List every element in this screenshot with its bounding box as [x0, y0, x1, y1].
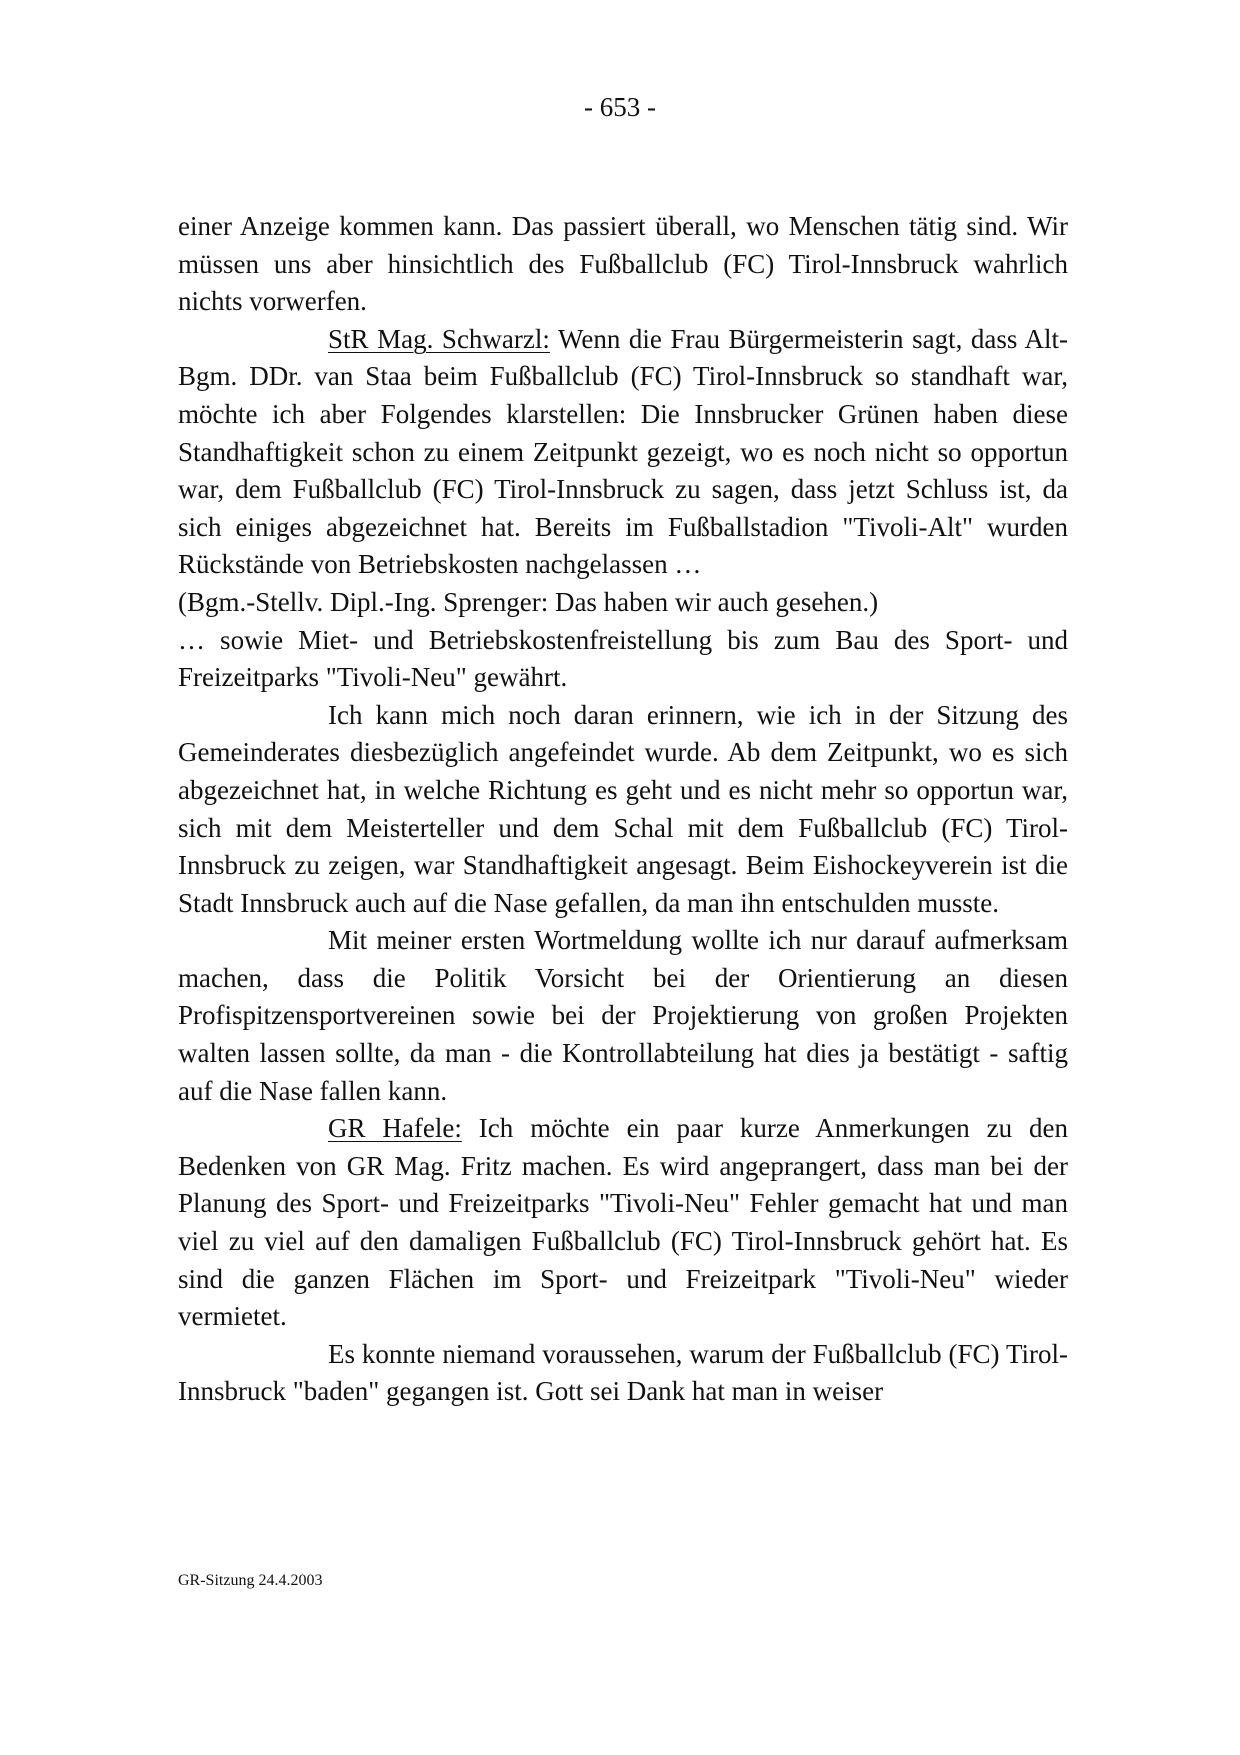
- paragraph-7: [178, 1110, 1068, 1336]
- paragraph-3-interjection: [178, 584, 1068, 622]
- paragraph-text: Ich möchte ein paar kurze Anmerkungen zu den Bedenken von GR Mag. Fritz machen. Es wird angeprangert, dass man bei der Planung des Sport- und Freizeitparks "Tivoli-Neu" Fehler gemacht hat und man viel zu viel auf den damaligen Fußballclub (FC) Tirol-Innsbruck gehört hat. Es sind die ganzen Flächen im Sport- und Freizeitpark "Tivoli-Neu" wieder vermietet.: [178, 1113, 1068, 1332]
- page-number: - 653 -: [584, 92, 656, 122]
- paragraph-text: Ich kann mich noch daran erinnern, wie ich in der Sitzung des Gemeinderates diesbezüglich angefeindet wurde. Ab dem Zeitpunkt, wo es sich abgezeichnet hat, in welche Richtung es geht und es nicht mehr so opportun war, sich mit dem Meisterteller und dem Schal mit dem Fußballclub (FC) Tirol-Innsbruck zu zeigen, war Standhaftigkeit angesagt. Beim Eishockeyverein ist die Stadt Innsbruck auch auf die Nase gefallen, da man ihn entschulden musste.: [178, 699, 1068, 918]
- paragraph-8: [178, 1336, 1068, 1411]
- paragraph-text: Wenn die Frau Bürgermeisterin sagt, dass Alt-Bgm. DDr. van Staa beim Fußballclub (FC) Tirol-Innsbruck so standhaft war, möchte ich aber Folgendes klarstellen: Die Innsbrucker Grünen haben diese Standhaftigkeit schon zu einem Zeitpunkt gezeigt, wo es noch nicht so opportun war, dem Fußballclub (FC) Tirol-Innsbruck zu sagen, dass jetzt Schluss ist, da sich einiges abgezeichnet hat. Bereits im Fußballstadion "Tivoli-Alt" wurden Rückstände von Betriebskosten nachgelassen …: [178, 323, 1069, 580]
- speaker-name: GR Hafele:: [328, 1113, 462, 1144]
- paragraph-4: [178, 622, 1068, 697]
- paragraph-text: einer Anzeige kommen kann. Das passiert überall, wo Menschen tätig sind. Wir müssen uns aber hinsichtlich des Fußballclub (FC) Tirol-Innsbruck wahrlich nichts vorwerfen.: [178, 211, 1068, 317]
- paragraph-text: Es konnte niemand voraussehen, warum der Fußballclub (FC) Tirol-Innsbruck "baden" gegangen ist. Gott sei Dank hat man in weiser: [178, 1338, 1068, 1407]
- paragraph-text: (Bgm.-Stellv. Dipl.-Ing. Sprenger: Das haben wir auch gesehen.): [178, 586, 879, 617]
- document-body: [178, 208, 1068, 1411]
- paragraph-5: [178, 697, 1068, 923]
- paragraph-text: Mit meiner ersten Wortmeldung wollte ich nur darauf aufmerksam machen, dass die Politik Vorsicht bei der Orientierung an diesen Profispitzensportvereinen sowie bei der Projektierung von großen Projekten walten lassen sollte, da man - die Kontrollabteilung hat dies ja bestätigt - saftig auf die Nase fallen kann.: [178, 925, 1068, 1106]
- paragraph-2: [178, 321, 1068, 584]
- paragraph-6: [178, 922, 1068, 1110]
- speaker-name: StR Mag. Schwarzl:: [328, 323, 550, 354]
- paragraph-1: [178, 208, 1068, 321]
- footer-session-date: GR-Sitzung 24.4.2003: [178, 1572, 323, 1589]
- paragraph-text: … sowie Miet- und Betriebskostenfreistellung bis zum Bau des Sport- und Freizeitparks "Tivoli-Neu" gewährt.: [178, 624, 1068, 693]
